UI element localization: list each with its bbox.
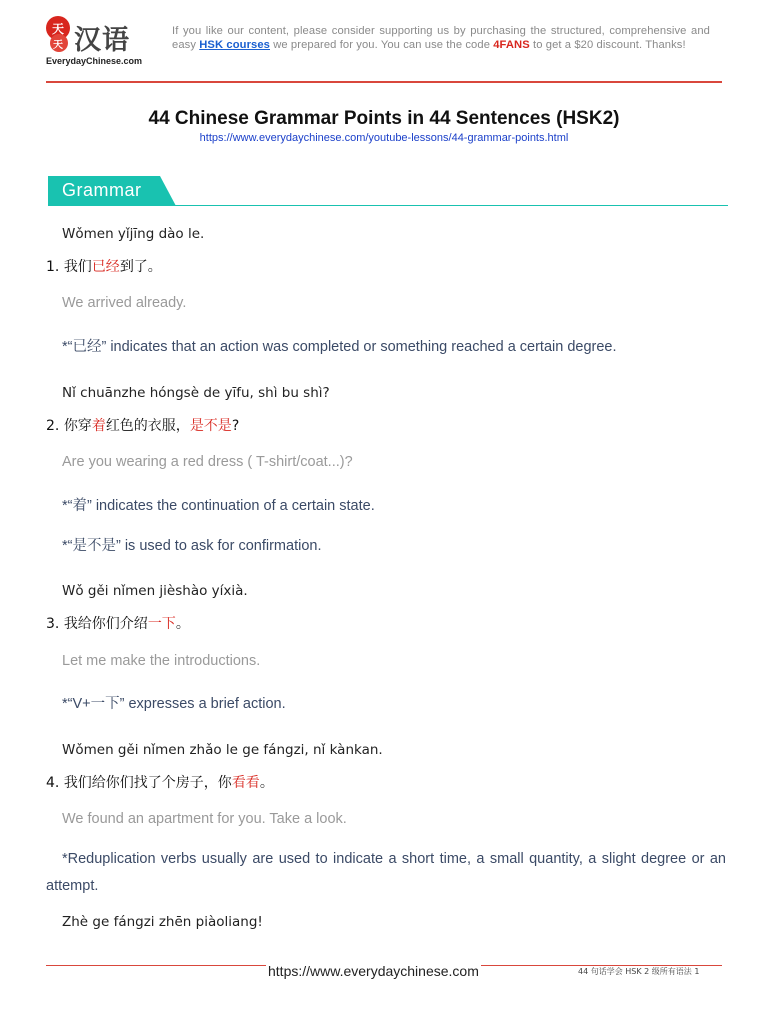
- item-3-highlight: 一下: [147, 616, 176, 632]
- item-4-sentence: [46, 772, 274, 792]
- footer-url-link[interactable]: https://www.everydaychinese.com: [268, 963, 479, 979]
- promo-text-middle: we prepared for you. You can use the code: [270, 39, 494, 51]
- item-2-highlight: 着: [91, 418, 106, 434]
- item-4-seg: 我们给你们找了个房子，你: [63, 775, 232, 791]
- item-1-pinyin: Wǒmen yǐjīng dào le.: [62, 226, 205, 242]
- hsk-courses-link[interactable]: HSK courses: [199, 39, 270, 51]
- logo-mark-glyph-bottom: 天: [53, 40, 63, 51]
- lesson-url-link[interactable]: https://www.everydaychinese.com/youtube-lessons/44-grammar-points.html: [199, 132, 569, 144]
- section-label: Grammar: [62, 180, 142, 200]
- item-2-number: 2.: [46, 418, 64, 434]
- item-1-seg: 我们: [63, 259, 92, 275]
- item-2-translation: Are you wearing a red dress ( T-shirt/coat...)?: [62, 454, 353, 470]
- logo-mark-icon: [46, 16, 70, 54]
- item-4-highlight: 看看: [231, 775, 260, 791]
- item-4-note: *Reduplication verbs usually are used to indicate a short time, a small quantity, a slight degree or an attempt.: [46, 851, 726, 894]
- footer-page-label: 44 句话学会 HSK 2 级所有语法 1: [578, 967, 700, 976]
- item-3-translation: Let me make the introductions.: [62, 653, 261, 669]
- item-2-seg: ?: [231, 418, 240, 434]
- item-4-translation: We found an apartment for you. Take a look.: [62, 811, 347, 827]
- item-5-pinyin: Zhè ge fángzi zhēn piàoliang!: [62, 914, 263, 930]
- item-2-seg: 你穿: [63, 418, 92, 434]
- item-1-seg: 到了。: [119, 259, 162, 275]
- everydaychinese-logo[interactable]: [46, 14, 146, 70]
- item-1-translation: We arrived already.: [62, 295, 187, 311]
- grammar-section-header: [48, 176, 728, 208]
- item-2-seg: 红色的衣服，: [105, 418, 190, 434]
- item-3-pinyin: Wǒ gěi nǐmen jièshào yíxià.: [62, 583, 248, 599]
- item-3-seg: 我给你们介绍: [63, 616, 148, 632]
- promo-message: [172, 24, 710, 52]
- page-title: 44 Chinese Grammar Points in 44 Sentences (HSK2): [148, 108, 620, 129]
- header-divider: [46, 81, 722, 83]
- item-3-number: 3.: [46, 616, 64, 632]
- item-4-number: 4.: [46, 775, 64, 791]
- item-2-note: *“着” indicates the continuation of a certain state.: [62, 498, 375, 514]
- item-3-seg: 。: [175, 616, 190, 632]
- section-underline: [48, 205, 728, 206]
- item-2-highlight: 是不是: [189, 418, 232, 434]
- page-header: [0, 0, 768, 84]
- item-2-pinyin: Nǐ chuānzhe hóngsè de yīfu, shì bu shì?: [62, 385, 330, 401]
- item-1-sentence: [46, 256, 162, 276]
- item-3-sentence: [46, 613, 190, 633]
- logo-chinese-text: 汉语: [74, 25, 130, 56]
- logo-site-name: EverydayChinese.com: [46, 56, 143, 66]
- discount-code: 4FANS: [493, 39, 530, 51]
- item-3-note: *“V+一下” expresses a brief action.: [62, 696, 286, 712]
- logo-mark-glyph-top: 天: [52, 22, 65, 36]
- item-2-note: *“是不是” is used to ask for confirmation.: [62, 538, 322, 554]
- item-1-note: *“已经” indicates that an action was completed or something reached a certain degree.: [62, 339, 617, 355]
- item-2-sentence: [46, 415, 239, 435]
- item-4-pinyin: Wǒmen gěi nǐmen zhǎo le ge fángzi, nǐ kànkan.: [62, 742, 383, 758]
- promo-text-after: to get a $20 discount. Thanks!: [529, 39, 686, 51]
- item-1-highlight: 已经: [91, 259, 120, 275]
- promo-text-before: If you like our content, please consider supporting us by purchasing the structured, comprehensive and easy: [172, 25, 710, 51]
- item-4-seg: 。: [259, 775, 274, 791]
- item-1-number: 1.: [46, 259, 64, 275]
